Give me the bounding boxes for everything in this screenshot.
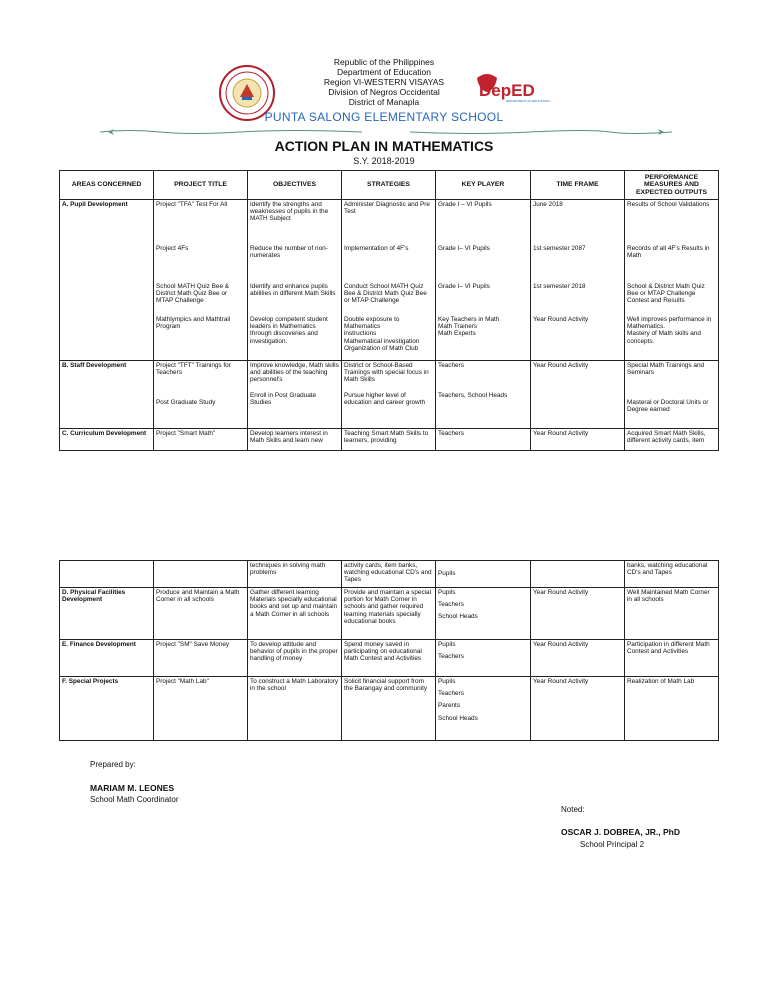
- key-player-cell: Grade I – VI Pupils Grade I– VI Pupils Grade I– VI Pupils Key Teachers in Math Math Trainers Math Experts: [436, 200, 531, 361]
- strategies-cell: Spend money saved in participating on educational Math Contest and Activities: [342, 640, 436, 677]
- document-title: ACTION PLAN IN MATHEMATICS: [274, 138, 494, 154]
- area-cell: D. Physical Facilities Development: [60, 588, 154, 640]
- school-name: PUNTA SALONG ELEMENTARY SCHOOL: [264, 110, 504, 124]
- column-header: KEY PLAYER: [436, 171, 531, 200]
- strategies-cell: District or School-Based Trainings with special focus in Math Skills Pursue higher level of education and career growth: [342, 361, 436, 429]
- area-cell: B. Staff Development: [60, 361, 154, 429]
- project-cell: Produce and Maintain a Math Corner in all schools: [154, 588, 248, 640]
- key-player-cell: Pupils: [436, 561, 531, 588]
- strategies-cell: Teaching Smart Math Skills to learners, providing: [342, 429, 436, 451]
- left-divider-ornament: [100, 128, 362, 136]
- table-row: [60, 200, 719, 361]
- objectives-cell: Gather different learning Materials specially educational books and set up and maintain a Math Corner in all schools: [248, 588, 342, 640]
- area-cell: F. Special Projects: [60, 677, 154, 741]
- key-player-cell: Pupils Teachers: [436, 640, 531, 677]
- project-cell: Project "SM" Save Money: [154, 640, 248, 677]
- table-row: [60, 561, 719, 588]
- prepared-by-role: School Math Coordinator: [90, 795, 179, 804]
- column-header: OBJECTIVES: [248, 171, 342, 200]
- header-line: District of Manapla: [348, 97, 420, 107]
- deped-logo: [474, 70, 550, 104]
- outputs-cell: Well Maintained Math Corner in all schools: [625, 588, 719, 640]
- table-row: [60, 429, 719, 451]
- svg-text:DEPARTMENT OF EDUCATION: DEPARTMENT OF EDUCATION: [506, 99, 550, 103]
- time-frame-cell: Year Round Activity: [531, 640, 625, 677]
- project-cell: Project "TFT" Trainings for Teachers Post Graduate Study: [154, 361, 248, 429]
- objectives-cell: techniques in solving math problems: [248, 561, 342, 588]
- column-header: TIME FRAME: [531, 171, 625, 200]
- area-cell: E. Finance Development: [60, 640, 154, 677]
- objectives-cell: To develop attitude and behavior of pupils in the proper handling of money: [248, 640, 342, 677]
- project-cell: Project "Math Lab": [154, 677, 248, 741]
- table-row: [60, 361, 719, 429]
- time-frame-cell: Year Round Activity: [531, 429, 625, 451]
- action-plan-table-page2: [59, 560, 719, 741]
- table-row: [60, 588, 719, 640]
- strategies-cell: Provide and maintain a special portion for Math Corner in schools and gather required learning materials specially educational books: [342, 588, 436, 640]
- project-cell: Project "Smart Math": [154, 429, 248, 451]
- noted-by-name: OSCAR J. DOBREA, JR., PhD: [561, 827, 681, 837]
- noted-by-label: Noted:: [561, 805, 585, 814]
- school-year: S.Y. 2018-2019: [353, 156, 415, 166]
- objectives-cell: Identify the strengths and weaknesses of pupils in the MATH Subject Reduce the number of non-numerates Identify and enhance pupils abilities in different Math Skills Develop competent student leaders in Mathematics through discoveries and investigation.: [248, 200, 342, 361]
- agency-header: [0, 57, 768, 107]
- key-player-cell: Pupils Teachers School Heads: [436, 588, 531, 640]
- time-frame-cell: Year Round Activity: [531, 588, 625, 640]
- column-header: PERFORMANCE MEASURES AND EXPECTED OUTPUTS: [625, 171, 719, 200]
- table-header-row: [60, 171, 719, 200]
- column-header: PROJECT TITLE: [154, 171, 248, 200]
- outputs-cell: Realization of Math Lab: [625, 677, 719, 741]
- header-line: Department of Education: [336, 67, 432, 77]
- strategies-cell: activity cards, item banks, watching educational CD's and Tapes: [342, 561, 436, 588]
- header-line: Division of Negros Occidental: [328, 87, 440, 97]
- outputs-cell: Participation in different Math Contest and Activities: [625, 640, 719, 677]
- time-frame-cell: [531, 561, 625, 588]
- project-cell: [154, 561, 248, 588]
- header-line: Republic of the Philippines: [333, 57, 435, 67]
- noted-by-role: School Principal 2: [580, 840, 645, 849]
- outputs-cell: banks, watching educational CD's and Tapes: [625, 561, 719, 588]
- strategies-cell: Solicit financial support from the Barangay and community: [342, 677, 436, 741]
- objectives-cell: Improve knowledge, Math skills and abilities of the teaching personnel's Enroll in Post Graduate Studies: [248, 361, 342, 429]
- key-player-cell: Teachers: [436, 429, 531, 451]
- outputs-cell: Results of School Validations Records of all 4F's Results in Math School & District Math Quiz Bee or MTAP Challenge Contest and Results Well improves performance in Mathematics. Mastery of Math skills and concepts.: [625, 200, 719, 361]
- column-header: STRATEGIES: [342, 171, 436, 200]
- header-line: Region VI-WESTERN VISAYAS: [323, 77, 445, 87]
- right-divider-ornament: [410, 128, 672, 136]
- objectives-cell: Develop learners interest in Math Skills and learn new: [248, 429, 342, 451]
- strategies-cell: Administer Diagnostic and Pre Test Implementation of 4F's Conduct School MATH Quiz Bee & District Math Quiz Bee or MTAP Challenge Double exposure to Mathematics instructions Mathematical investigation Organization of Math Club: [342, 200, 436, 361]
- column-header: AREAS CONCERNED: [60, 171, 154, 200]
- key-player-cell: Pupils Teachers Parents School Heads: [436, 677, 531, 741]
- area-cell: C. Curriculum Development: [60, 429, 154, 451]
- outputs-cell: Special Math Trainings and Seminars Masteral or Doctoral Units or Degree earned: [625, 361, 719, 429]
- prepared-by-label: Prepared by:: [90, 760, 136, 769]
- action-plan-table-page1: [59, 170, 719, 451]
- objectives-cell: To construct a Math Laboratory in the school: [248, 677, 342, 741]
- area-cell: A. Pupil Development: [60, 200, 154, 361]
- outputs-cell: Acquired Smart Math Skills, different activity cards, item: [625, 429, 719, 451]
- time-frame-cell: June 2018 1st semester 2087 1st semester 2018 Year Round Activity: [531, 200, 625, 361]
- key-player-cell: Teachers Teachers, School Heads: [436, 361, 531, 429]
- time-frame-cell: Year Round Activity: [531, 677, 625, 741]
- table-row: [60, 677, 719, 741]
- time-frame-cell: Year Round Activity: [531, 361, 625, 429]
- table-row: [60, 640, 719, 677]
- area-cell: [60, 561, 154, 588]
- prepared-by-name: MARIAM M. LEONES: [90, 783, 175, 793]
- deped-logo-text: DepED: [479, 81, 535, 100]
- project-cell: Project "TFA" Test For All Project 4Fs School MATH Quiz Bee & District Math Quiz Bee or MTAP Challenge Mathlympics and Mathtrail Program: [154, 200, 248, 361]
